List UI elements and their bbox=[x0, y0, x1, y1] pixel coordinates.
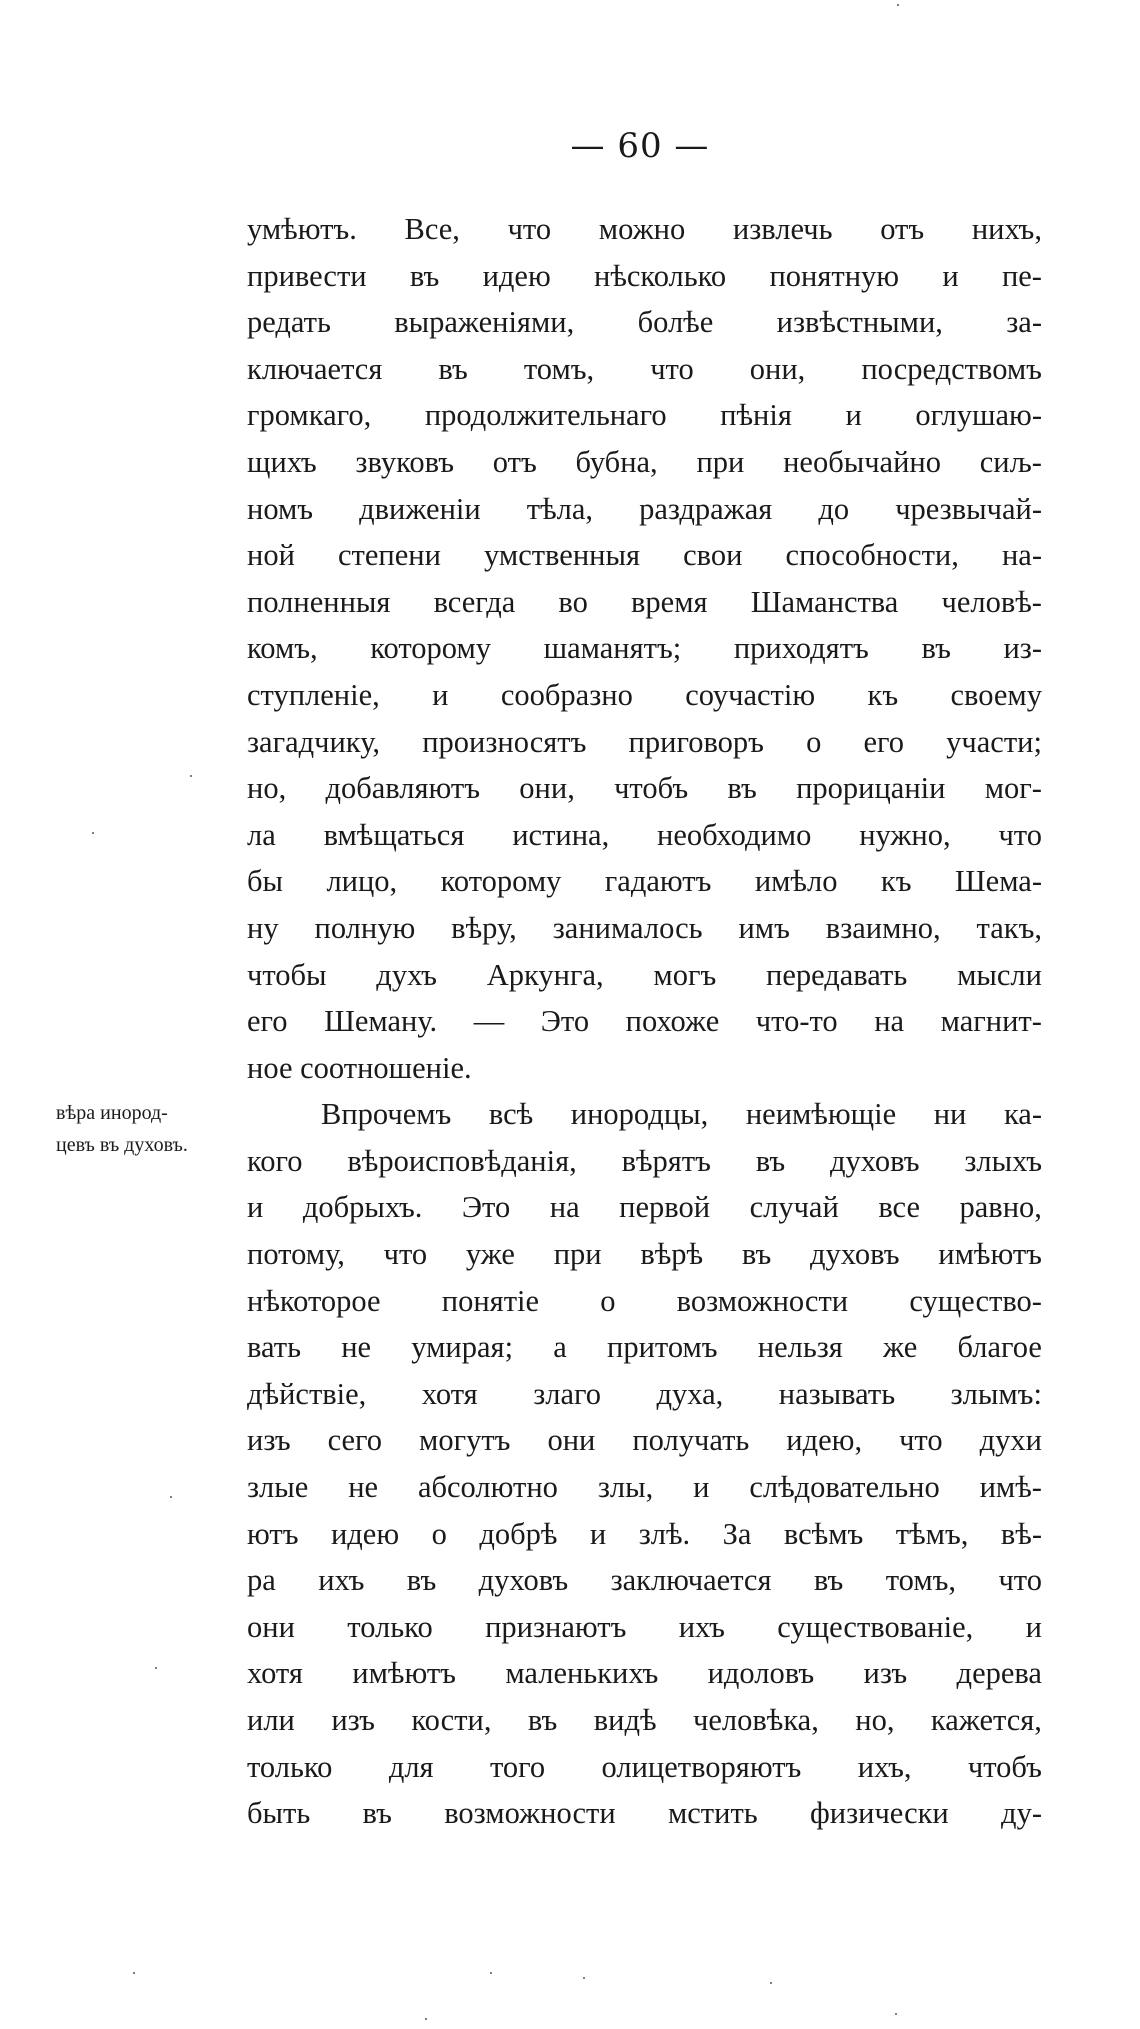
word: понятіе bbox=[441, 1283, 540, 1318]
word: духовъ bbox=[478, 1563, 569, 1598]
text-line bbox=[247, 532, 1042, 579]
word: а bbox=[553, 1330, 567, 1365]
text-line bbox=[247, 253, 1042, 300]
word: въ bbox=[741, 1237, 772, 1272]
text-line bbox=[247, 392, 1042, 439]
word: равно, bbox=[959, 1190, 1042, 1225]
word: ну bbox=[247, 910, 279, 945]
word: вмѣщаться bbox=[323, 817, 465, 852]
word: но, bbox=[247, 771, 287, 806]
word: умирая; bbox=[411, 1330, 514, 1365]
word: духъ bbox=[376, 957, 437, 992]
word: что bbox=[650, 351, 694, 386]
word: нѣсколько bbox=[594, 258, 727, 293]
word: злѣ. bbox=[638, 1516, 691, 1551]
word: имѣютъ bbox=[352, 1656, 456, 1691]
scan-speck bbox=[92, 832, 94, 834]
text-line bbox=[247, 346, 1042, 393]
word: раздражая bbox=[639, 491, 773, 526]
word: За bbox=[722, 1516, 752, 1551]
word: что bbox=[899, 1423, 943, 1458]
word: хотя bbox=[247, 1656, 303, 1691]
word: только bbox=[247, 1749, 333, 1784]
word: сего bbox=[327, 1423, 383, 1458]
word: нужно, bbox=[859, 817, 951, 852]
scan-speck bbox=[895, 2013, 897, 2015]
text-line bbox=[247, 1744, 1042, 1791]
word: идоловъ bbox=[707, 1656, 815, 1691]
word: первой bbox=[619, 1190, 711, 1225]
text-line bbox=[247, 1417, 1042, 1464]
word: Впрочемъ bbox=[321, 1097, 452, 1132]
word: что bbox=[507, 212, 552, 246]
text-line bbox=[247, 1371, 1042, 1418]
text-line bbox=[247, 1464, 1042, 1511]
word: ла bbox=[247, 817, 276, 852]
word: ключается bbox=[247, 351, 383, 386]
word: что-то bbox=[755, 1004, 838, 1039]
word: въ bbox=[921, 631, 951, 666]
word: щихъ bbox=[247, 444, 317, 479]
scan-speck bbox=[170, 1496, 172, 1498]
word: называть bbox=[778, 1376, 896, 1411]
text-line bbox=[247, 206, 1042, 253]
word: болѣе bbox=[637, 305, 714, 340]
text-line bbox=[247, 998, 1042, 1045]
word: загадчику, bbox=[247, 724, 381, 759]
word: идею bbox=[482, 258, 551, 293]
word: на bbox=[874, 1004, 905, 1039]
word: всѣмъ bbox=[783, 1516, 864, 1551]
text-line bbox=[247, 1557, 1042, 1604]
text-line bbox=[247, 719, 1042, 766]
word: которому bbox=[440, 864, 562, 899]
text-line bbox=[247, 439, 1042, 486]
word: громкаго, bbox=[247, 398, 372, 433]
word: добавляютъ bbox=[325, 771, 481, 806]
word: Это bbox=[461, 1190, 511, 1225]
word: его bbox=[863, 724, 905, 759]
word: человѣ- bbox=[941, 584, 1042, 619]
word: томъ, bbox=[885, 1563, 957, 1598]
word: не bbox=[348, 1470, 379, 1505]
word: степени bbox=[338, 538, 441, 573]
word: о bbox=[806, 724, 822, 759]
word: идею, bbox=[786, 1423, 863, 1458]
word: слѣдовательно bbox=[749, 1470, 940, 1505]
word: бубна, bbox=[575, 444, 658, 479]
scan-speck bbox=[133, 1972, 135, 1974]
word: видѣ bbox=[593, 1703, 657, 1737]
word: что bbox=[998, 817, 1042, 852]
word: способности, bbox=[785, 538, 959, 573]
word: хотя bbox=[421, 1376, 478, 1411]
scan-speck bbox=[490, 1972, 492, 1974]
word: маленькихъ bbox=[505, 1656, 659, 1691]
word: кого bbox=[247, 1143, 303, 1178]
word: передавать bbox=[766, 957, 908, 992]
word: злымъ: bbox=[950, 1376, 1042, 1411]
scan-speck bbox=[155, 1667, 157, 1669]
word: но, bbox=[855, 1703, 895, 1737]
word: при bbox=[553, 1237, 602, 1272]
word: изъ bbox=[247, 1423, 291, 1458]
word: сообразно bbox=[500, 677, 633, 712]
word: такъ, bbox=[976, 910, 1042, 945]
word: идею bbox=[330, 1516, 400, 1551]
scan-speck bbox=[770, 1982, 772, 1984]
word: ду- bbox=[1001, 1796, 1042, 1831]
word: на- bbox=[1001, 538, 1042, 573]
word: тѣла, bbox=[526, 491, 594, 526]
word: быть bbox=[247, 1796, 311, 1831]
word: абсолютно bbox=[417, 1470, 558, 1505]
word: все bbox=[878, 1190, 920, 1225]
margin-note-line: вѣра инород- bbox=[56, 1102, 168, 1124]
word: только bbox=[347, 1609, 433, 1644]
word: вѣрятъ bbox=[621, 1143, 711, 1178]
word: чтобъ bbox=[967, 1749, 1042, 1784]
word: имъ bbox=[738, 910, 790, 945]
text-line bbox=[247, 1604, 1042, 1651]
text-line bbox=[247, 1697, 1042, 1744]
word: они, bbox=[519, 771, 575, 806]
word: имѣютъ bbox=[938, 1237, 1042, 1272]
scan-speck bbox=[425, 2018, 427, 2020]
word: свои bbox=[683, 538, 743, 573]
word: соучастію bbox=[685, 677, 816, 712]
word: духовъ bbox=[829, 1143, 920, 1178]
word: взаимно, bbox=[825, 910, 941, 945]
word: злыхъ bbox=[964, 1143, 1042, 1178]
word: томъ, bbox=[523, 351, 595, 386]
word: кажется, bbox=[930, 1703, 1042, 1737]
text-line bbox=[247, 812, 1042, 859]
text-line bbox=[247, 625, 1042, 672]
word: и bbox=[432, 677, 449, 712]
word: посредствомъ bbox=[861, 351, 1042, 386]
word: могутъ bbox=[419, 1423, 511, 1458]
word: приговоръ bbox=[628, 724, 764, 759]
word: имѣ- bbox=[979, 1470, 1042, 1505]
word: привести bbox=[247, 258, 367, 293]
word: благое bbox=[957, 1330, 1042, 1365]
word: бы bbox=[247, 864, 284, 899]
word: из- bbox=[1003, 631, 1042, 666]
word: въ bbox=[409, 258, 440, 293]
word: мысли bbox=[957, 957, 1042, 992]
word: всѣ bbox=[488, 1097, 534, 1132]
word: потому, bbox=[247, 1237, 345, 1272]
word: ихъ bbox=[318, 1563, 365, 1598]
word: существо- bbox=[909, 1283, 1042, 1318]
word: во bbox=[558, 584, 588, 619]
word: и bbox=[845, 398, 862, 433]
word: похоже bbox=[625, 1004, 720, 1039]
page-number: — 60 — bbox=[570, 126, 710, 166]
word: ной bbox=[247, 538, 295, 573]
word: и bbox=[942, 258, 959, 293]
word: уже bbox=[465, 1237, 515, 1272]
word: которому bbox=[370, 631, 492, 666]
word: олицетворяютъ bbox=[601, 1749, 802, 1784]
text-line: ное соотношеніе. bbox=[247, 1050, 472, 1085]
word: на bbox=[549, 1190, 580, 1225]
word: тѣмъ, bbox=[895, 1516, 969, 1551]
word: ни bbox=[933, 1097, 967, 1132]
word: и bbox=[247, 1190, 264, 1225]
margin-note-line: цевъ въ духовъ. bbox=[56, 1134, 188, 1156]
word: кости, bbox=[411, 1703, 492, 1737]
word: имѣло bbox=[754, 864, 838, 899]
word: его bbox=[247, 1004, 288, 1039]
word: или bbox=[247, 1703, 295, 1737]
word: того bbox=[489, 1749, 546, 1784]
scan-speck bbox=[897, 4, 899, 6]
text-line bbox=[247, 1324, 1042, 1371]
word: ка- bbox=[1003, 1097, 1042, 1132]
word: время bbox=[631, 584, 708, 619]
word: къ bbox=[880, 864, 912, 899]
word: Шеману. bbox=[324, 1004, 438, 1039]
word: извлечь bbox=[732, 212, 833, 246]
word: оглушаю- bbox=[915, 398, 1042, 433]
word: инородцы, bbox=[570, 1097, 709, 1132]
word: выраженіями, bbox=[394, 305, 575, 340]
scan-speck bbox=[583, 1977, 585, 1979]
word: въ bbox=[755, 1143, 786, 1178]
word: — bbox=[473, 1004, 505, 1039]
word: пѣнія bbox=[720, 398, 792, 433]
word: вѣроисповѣданія, bbox=[347, 1143, 577, 1178]
text-line bbox=[247, 1278, 1042, 1325]
word: и bbox=[693, 1470, 710, 1505]
word: духовъ bbox=[810, 1237, 900, 1272]
scan-speck bbox=[190, 775, 192, 777]
word: духа, bbox=[656, 1376, 724, 1411]
word: комъ, bbox=[247, 631, 318, 666]
word: въ bbox=[362, 1796, 392, 1831]
margin-note bbox=[56, 1097, 242, 1161]
word: необычайно bbox=[783, 444, 941, 479]
word: сиљ- bbox=[979, 444, 1042, 479]
word: заключается bbox=[610, 1563, 772, 1598]
word: номъ bbox=[247, 491, 314, 526]
body-text bbox=[247, 206, 1042, 1837]
word: своему bbox=[950, 677, 1042, 712]
word: же bbox=[883, 1330, 918, 1365]
word: они bbox=[547, 1423, 596, 1458]
word: лицо, bbox=[326, 864, 398, 899]
word: можно bbox=[598, 212, 686, 246]
word: продолжительнаго bbox=[424, 398, 667, 433]
word: въ bbox=[727, 771, 757, 806]
word: чрезвычай- bbox=[895, 491, 1042, 526]
text-line bbox=[247, 299, 1042, 346]
word: физически bbox=[809, 1796, 949, 1831]
word: необходимо bbox=[657, 817, 812, 852]
word: духи bbox=[979, 1423, 1042, 1458]
text-line bbox=[247, 672, 1042, 719]
text-line bbox=[247, 1790, 1042, 1837]
word: въ bbox=[406, 1563, 437, 1598]
word: приходятъ bbox=[733, 631, 869, 666]
word: и bbox=[589, 1516, 607, 1551]
word: къ bbox=[867, 677, 899, 712]
word: притомъ bbox=[607, 1330, 718, 1365]
word: участи; bbox=[946, 724, 1042, 759]
text-line bbox=[247, 579, 1042, 626]
word: ихъ bbox=[678, 1609, 725, 1644]
text-line bbox=[247, 1091, 1042, 1138]
word: шаманятъ; bbox=[543, 631, 682, 666]
word: вѣрѣ bbox=[640, 1237, 704, 1272]
word: ра bbox=[247, 1563, 276, 1598]
text-line bbox=[247, 1231, 1042, 1278]
word: добрѣ bbox=[479, 1516, 558, 1551]
word: ютъ bbox=[247, 1516, 299, 1551]
word: истина, bbox=[512, 817, 610, 852]
word: ихъ, bbox=[857, 1749, 912, 1784]
word: пе- bbox=[1001, 258, 1042, 293]
word: изъ bbox=[331, 1703, 375, 1737]
word: нельзя bbox=[757, 1330, 843, 1365]
word: всегда bbox=[433, 584, 516, 619]
word: возможности bbox=[444, 1796, 616, 1831]
word: дѣйствіе, bbox=[247, 1376, 367, 1411]
text-line bbox=[247, 952, 1042, 999]
text-line bbox=[247, 486, 1042, 533]
word: что bbox=[998, 1563, 1042, 1598]
word: они bbox=[247, 1609, 295, 1644]
word: Аркунга, bbox=[486, 957, 604, 992]
word: умѣютъ. bbox=[247, 212, 357, 246]
word: вѣ- bbox=[1000, 1516, 1042, 1551]
word: получать bbox=[632, 1423, 750, 1458]
word: не bbox=[341, 1330, 372, 1365]
text-line bbox=[247, 858, 1042, 905]
word: звуковъ bbox=[355, 444, 455, 479]
word: Все, bbox=[404, 212, 460, 246]
word: редать bbox=[247, 305, 331, 340]
word: чтобы bbox=[247, 957, 327, 992]
text-line bbox=[247, 905, 1042, 952]
word: и bbox=[1025, 1609, 1042, 1644]
text-line bbox=[247, 1138, 1042, 1185]
word: что bbox=[383, 1237, 428, 1272]
word: понятную bbox=[769, 258, 900, 293]
word: признаютъ bbox=[485, 1609, 627, 1644]
word: произносятъ bbox=[422, 724, 587, 759]
text-line bbox=[247, 1650, 1042, 1697]
word: полную bbox=[314, 910, 416, 945]
word: Шема- bbox=[954, 864, 1042, 899]
word: неимѣющіе bbox=[745, 1097, 897, 1132]
word: Это bbox=[540, 1004, 590, 1039]
text-line bbox=[247, 765, 1042, 812]
word: они, bbox=[749, 351, 806, 386]
word: движеніи bbox=[359, 491, 481, 526]
word: за- bbox=[1006, 305, 1042, 340]
word: умственныя bbox=[484, 538, 640, 573]
word: въ bbox=[438, 351, 468, 386]
word: вать bbox=[247, 1330, 301, 1365]
word: занималось bbox=[552, 910, 703, 945]
text-line bbox=[247, 1184, 1042, 1231]
word: магнит- bbox=[940, 1004, 1042, 1039]
word: извѣстными, bbox=[776, 305, 943, 340]
word: могъ bbox=[653, 957, 717, 992]
word: нихъ, bbox=[971, 212, 1042, 246]
word: о bbox=[431, 1516, 447, 1551]
word: нѣкоторое bbox=[247, 1283, 381, 1318]
word: существованіе, bbox=[777, 1609, 974, 1644]
word: мог- bbox=[984, 771, 1042, 806]
word: для bbox=[388, 1749, 434, 1784]
word: гадаютъ bbox=[604, 864, 712, 899]
word: полненныя bbox=[247, 584, 391, 619]
word: добрыхъ. bbox=[302, 1190, 423, 1225]
word: въ bbox=[527, 1703, 558, 1737]
word: злые bbox=[247, 1470, 309, 1505]
word: злы, bbox=[597, 1470, 654, 1505]
word: случай bbox=[749, 1190, 839, 1225]
word: отъ bbox=[492, 444, 537, 479]
word: въ bbox=[813, 1563, 844, 1598]
word: при bbox=[696, 444, 745, 479]
word: отъ bbox=[880, 212, 925, 246]
word: человѣка, bbox=[693, 1703, 819, 1737]
word: мстить bbox=[667, 1796, 758, 1831]
word: о bbox=[600, 1283, 616, 1318]
word: прорицаніи bbox=[796, 771, 946, 806]
word: Шаманства bbox=[750, 584, 899, 619]
word: злаго bbox=[533, 1376, 601, 1411]
word: ступленіе, bbox=[247, 677, 380, 712]
word: возможности bbox=[676, 1283, 849, 1318]
word: дерева bbox=[956, 1656, 1042, 1691]
word: вѣру, bbox=[451, 910, 517, 945]
text-line bbox=[247, 1511, 1042, 1558]
word: чтобъ bbox=[614, 771, 689, 806]
word: до bbox=[818, 491, 850, 526]
word: изъ bbox=[863, 1656, 908, 1691]
